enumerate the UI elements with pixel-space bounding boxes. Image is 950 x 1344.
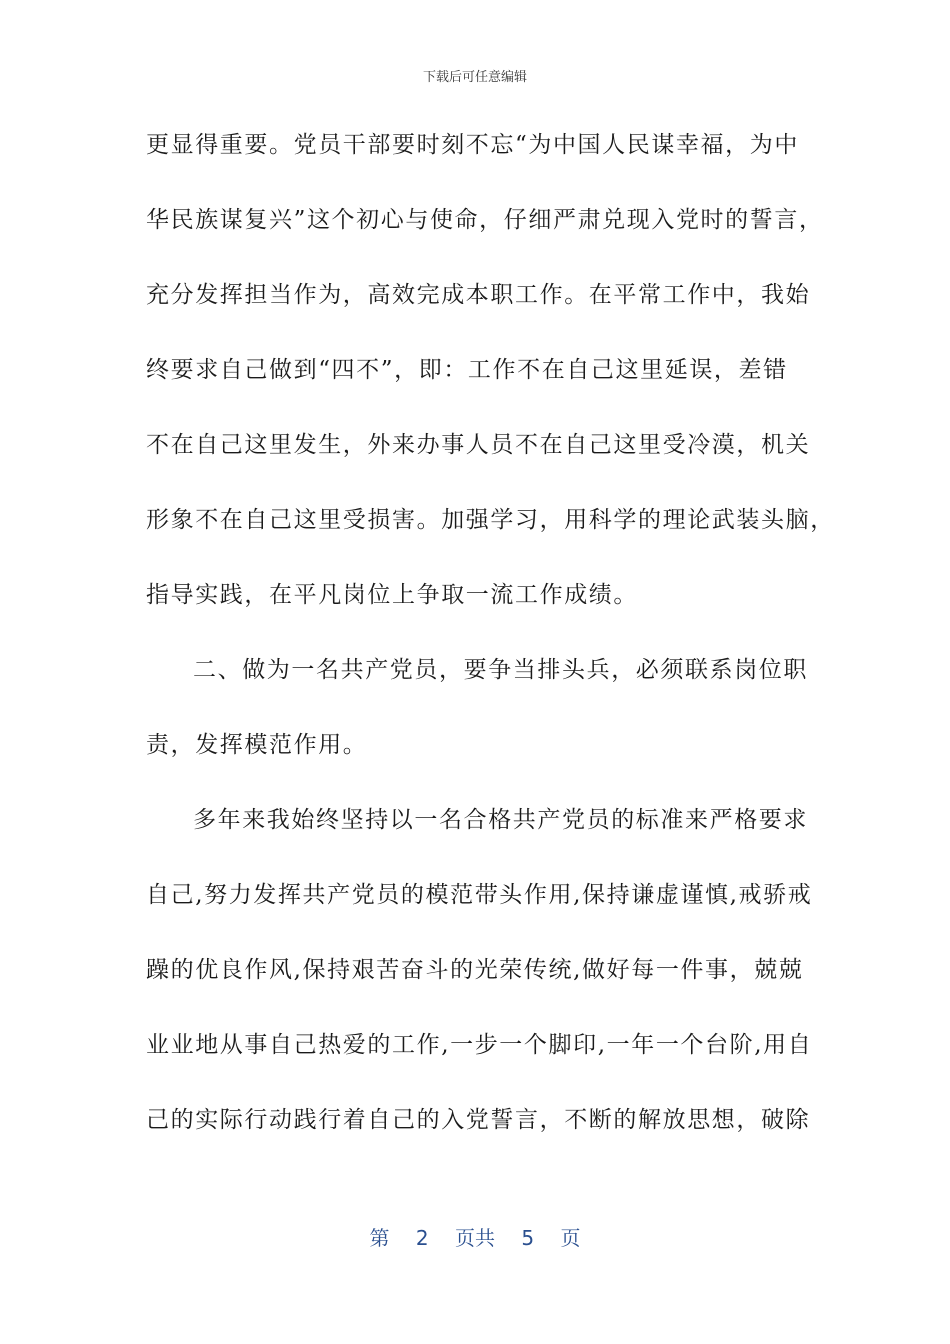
paragraph-line: 自己,努力发挥共产党员的模范带头作用,保持谦虚谨慎,戒骄戒 [146,882,813,908]
paragraph-line: 形象不在自己这里受损害。加强学习，用科学的理论武装头脑， [146,507,835,533]
section-heading-line: 责，发挥模范作用。 [146,732,368,758]
paragraph-line: 充分发挥担当作为，高效完成本职工作。在平常工作中，我始 [146,282,811,308]
paragraph-line: 指导实践，在平凡岗位上争取一流工作成绩。 [146,582,638,608]
page-header: 下载后可任意编辑 [422,70,527,85]
paragraph-line: 终要求自己做到“四不”，即：工作不在自己这里延误，差错 [146,357,788,383]
paragraph-line: 多年来我始终坚持以一名合格共产党员的标准来严格要求 [193,807,808,833]
document-body [146,120,835,1170]
paragraph-line: 华民族谋复兴”这个初心与使命，仔细严肃兑现入党时的誓言， [146,207,824,233]
page-footer [0,1222,950,1251]
total-pages-number: 5 [521,1226,535,1250]
footer-prefix: 第 [369,1226,390,1250]
paragraph-line: 业业地从事自己热爱的工作,一步一个脚印,一年一个台阶,用自 [146,1032,813,1058]
paragraph-line: 不在自己这里发生，外来办事人员不在自己这里受冷漠，机关 [146,432,811,458]
footer-middle: 页共 [455,1226,495,1250]
paragraph-line: 己的实际行动践行着自己的入党誓言，不断的解放思想，破除 [146,1107,811,1133]
footer-suffix: 页 [560,1226,581,1250]
paragraph-line: 更显得重要。党员干部要时刻不忘“为中国人民谋幸福，为中 [146,132,799,158]
section-heading-line: 二、做为一名共产党员，要争当排头兵，必须联系岗位职 [193,657,808,683]
current-page-number: 2 [415,1226,429,1250]
paragraph-line: 躁的优良作风,保持艰苦奋斗的光荣传统,做好每一件事，兢兢 [146,957,804,983]
